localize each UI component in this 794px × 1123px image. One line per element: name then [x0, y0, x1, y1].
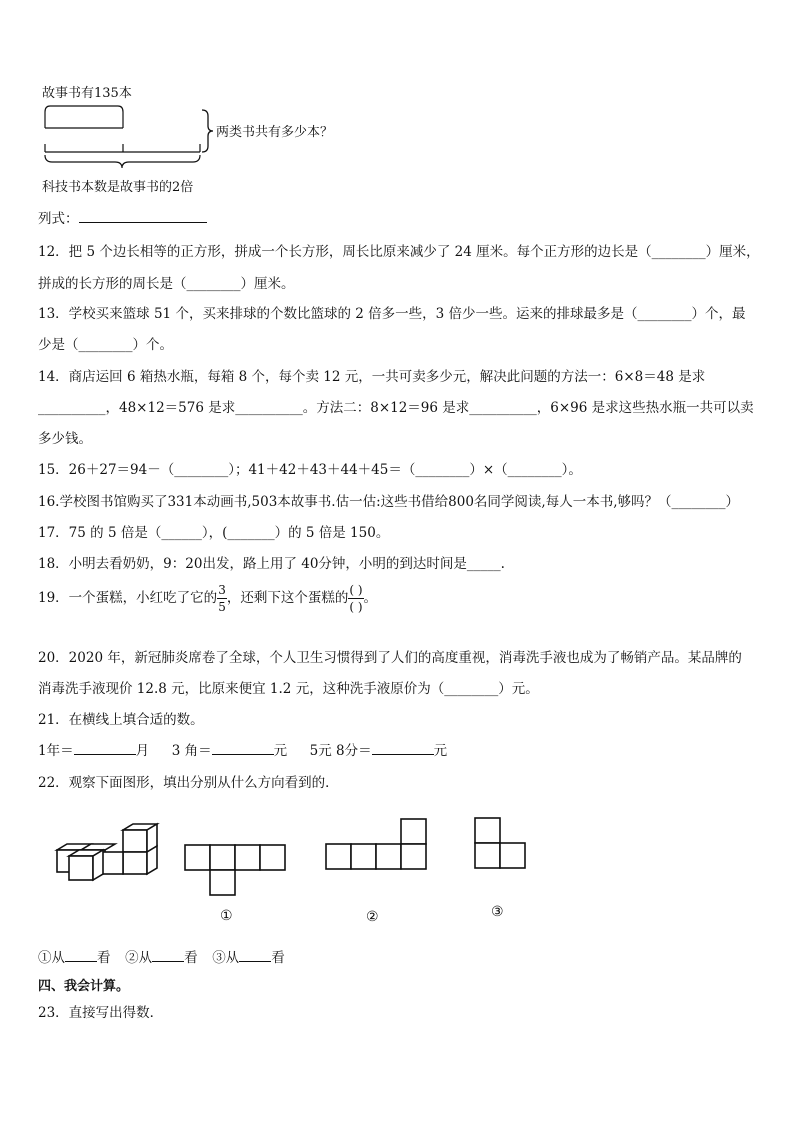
- question-14-line2: __________，48×12＝576 是求__________。方法二：8×12＝96 是求__________，6×96 是求这些热水瓶一共可以卖: [38, 400, 754, 416]
- q21-b-blank[interactable]: [212, 740, 274, 755]
- question-12-line2: 拼成的长方形的周长是（________）厘米。: [38, 276, 295, 292]
- answer-2-label: ②从: [125, 950, 153, 966]
- question-19-suffix: 。: [363, 589, 378, 606]
- answer-numerator[interactable]: ( ): [349, 583, 363, 597]
- q21-a-unit: 月: [135, 743, 150, 759]
- question-15: 15．26＋27＝94－（________）；41＋42＋43＋44＋45＝（________）×（________）。: [38, 462, 582, 478]
- answer-denominator[interactable]: ( ): [349, 600, 363, 614]
- cube-solid-figure: [55, 822, 165, 887]
- answer-2-suffix: 看: [184, 950, 198, 966]
- q21-c-blank[interactable]: [372, 740, 434, 755]
- answer-3-label: ③从: [212, 950, 240, 966]
- answer-1-suffix: 看: [97, 950, 111, 966]
- diagram-question: 两类书共有多少本？: [216, 125, 334, 140]
- question-20-line2: 消毒洗手液现价 12.8 元，比原来便宜 1.2 元，这种洗手液原价为（________）元。: [38, 681, 539, 697]
- formula-blank[interactable]: [79, 208, 207, 223]
- answer-2-blank[interactable]: [152, 947, 184, 962]
- fraction-numerator: 3: [218, 583, 226, 597]
- answer-3-suffix: 看: [271, 950, 285, 966]
- question-23: 23．直接写出得数．: [38, 1005, 164, 1021]
- q21-c-unit: 元: [433, 743, 448, 759]
- q21-a-blank[interactable]: [74, 740, 136, 755]
- fraction-three-fifths: [217, 584, 227, 613]
- question-18: 18．小明去看奶奶，9：20出发，路上用了 40分钟，小明的到达时间是_____.: [38, 556, 505, 572]
- view-1-figure: [183, 843, 289, 897]
- view-2-label: ②: [366, 909, 379, 925]
- fraction-denominator: 5: [218, 600, 226, 614]
- question-12-line1: 12．把 5 个边长相等的正方形，拼成一个长方形，周长比原来减少了 24 厘米。每个正方形的边长是（________）厘米，: [38, 244, 760, 260]
- question-14-line1: 14．商店运回 6 箱热水瓶，每箱 8 个，每个卖 12 元，一共可卖多少元，解决此问题的方法一：6×8＝48 是求: [38, 369, 706, 385]
- formula-row: [38, 207, 207, 227]
- view-1-label: ①: [220, 908, 233, 924]
- question-22-title: 22．观察下面图形，填出分别从什么方向看到的．: [38, 775, 339, 791]
- question-20-line1: 20．2020 年，新冠肺炎席卷了全球，个人卫生习惯得到了人们的高度重视，消毒洗手液也成为了畅销产品。某品牌的: [38, 650, 742, 666]
- question-19-prefix: 19．一个蛋糕，小红吃了它的: [38, 589, 218, 606]
- question-21-title: 21．在横线上填合适的数。: [38, 712, 204, 728]
- view-3-figure: [473, 816, 529, 872]
- view-2-figure: [324, 817, 430, 871]
- answer-1-blank[interactable]: [65, 947, 97, 962]
- diagram-top-label: 故事书有135本: [42, 86, 132, 101]
- q21-b-label: 3 角＝: [171, 743, 212, 759]
- diagram-bottom-label: 科技书本数是故事书的2倍: [42, 180, 194, 195]
- question-16: 16.学校图书馆购买了331本动画书,503本故事书.估一估:这些书借给800名同学阅读,每人一本书,够吗？（________）: [38, 494, 739, 510]
- question-19: [38, 584, 377, 613]
- view-3-label: ③: [491, 904, 504, 920]
- formula-label: 列式：: [38, 211, 79, 227]
- answer-1-label: ①从: [38, 950, 65, 966]
- question-21-row: [38, 739, 447, 759]
- question-14-line3: 多少钱。: [38, 431, 92, 447]
- question-19-mid: ，还剩下这个蛋糕的: [226, 589, 349, 606]
- fraction-answer-blank[interactable]: [348, 584, 363, 613]
- segment-diagram: [40, 100, 220, 180]
- answer-3-blank[interactable]: [239, 947, 271, 962]
- question-22-answers: [38, 946, 285, 966]
- section-4-heading: 四、我会计算。: [38, 979, 130, 994]
- question-13-line1: 13．学校买来篮球 51 个，买来排球的个数比篮球的 2 倍多一些，3 倍少一些。运来的排球最多是（________）个，最: [38, 306, 746, 322]
- q21-c-label: 5元 8分＝: [309, 743, 372, 759]
- right-brace-icon: [200, 108, 214, 154]
- question-13-line2: 少是（________）个。: [38, 337, 173, 353]
- q21-b-unit: 元: [273, 743, 288, 759]
- q21-a-label: 1年＝: [38, 743, 74, 759]
- question-17: 17．75 的 5 倍是（______），(_______）的 5 倍是 150。: [38, 525, 390, 541]
